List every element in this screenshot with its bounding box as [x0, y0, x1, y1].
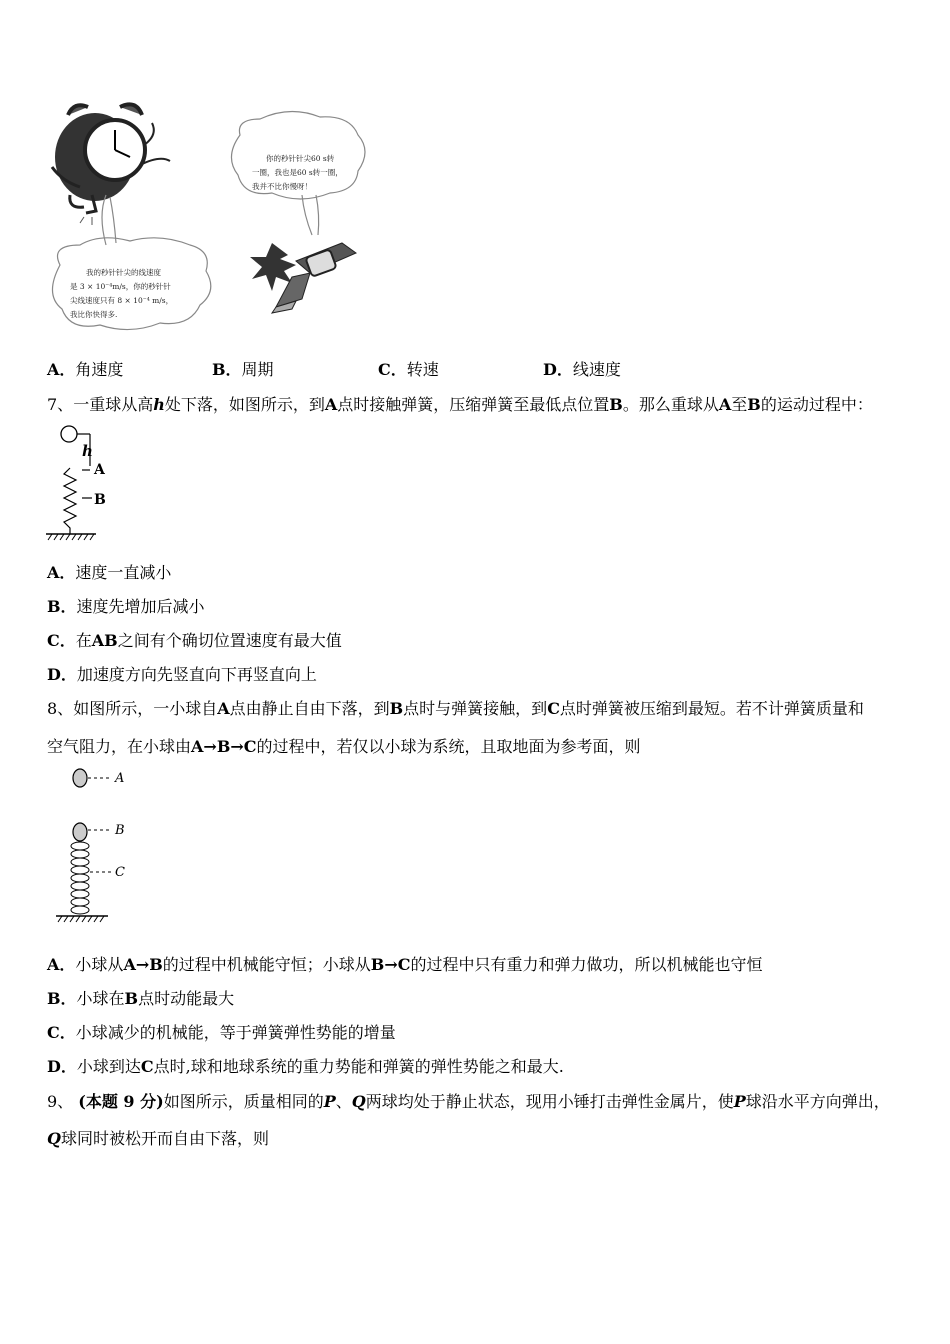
- q8-point-b: B: [389, 699, 404, 718]
- q6-option-a-text: 角速度: [75, 360, 124, 379]
- wristwatch-icon: [250, 243, 356, 313]
- q7-number: 7、: [47, 395, 74, 414]
- q8-option-c-text: 小球减少的机械能，等于弹簧弹性势能的增量: [75, 1023, 396, 1042]
- q9-var-q: Q: [351, 1092, 366, 1111]
- clock-bubble-line-3: 尖线速度只有 8 × 10⁻⁴ m/s，: [70, 296, 174, 305]
- q8-option-a-path: B→C: [370, 955, 411, 974]
- q6-option-b[interactable]: [212, 360, 274, 380]
- q8-label-b: B: [115, 823, 125, 838]
- q8-stem-part: 点时与弹簧接触，到: [403, 699, 548, 718]
- q7-option-c[interactable]: [47, 631, 342, 651]
- q7-spring: [64, 468, 76, 534]
- q8-stem-part: 空气阻力，在小球由: [47, 737, 192, 756]
- watch-bubble-line-1: 你的秒针针尖60 s转: [266, 154, 335, 163]
- q7-point-b: B: [747, 395, 761, 414]
- clock-bubble-line-1: 我的秒针针尖的线速度: [86, 268, 161, 277]
- q9-number: 9、: [47, 1092, 74, 1111]
- q8-label-c: C: [115, 865, 125, 880]
- q8-number: 8、: [47, 699, 74, 718]
- q7-var-h: h: [153, 395, 165, 414]
- q7-label-h: h: [82, 442, 93, 460]
- q8-option-d-letter: D．: [47, 1057, 77, 1076]
- q6-option-d-text: 线速度: [572, 360, 621, 379]
- q9-stem-part: 球沿水平方向弹出，: [745, 1092, 890, 1111]
- watch-bubble-line-3: 我并不比你慢呀！: [252, 182, 312, 191]
- q9-var-p: P: [733, 1092, 746, 1111]
- q8-option-c-letter: C．: [47, 1023, 76, 1042]
- q8-option-d-text: 小球到达: [76, 1057, 141, 1076]
- q8-point-a: A: [217, 699, 230, 718]
- q7-stem-part: 至: [731, 395, 748, 414]
- q7-option-c-ab: AB: [91, 631, 118, 650]
- q8-spring: [71, 842, 89, 914]
- q8-option-d[interactable]: [47, 1057, 564, 1077]
- q7-option-c-text: 在: [75, 631, 92, 650]
- q9-stem-part: 、: [335, 1092, 352, 1111]
- clock-bubble-line-4: 我比你快得多.: [70, 310, 118, 319]
- q8-option-b-letter: B．: [47, 989, 77, 1008]
- q7-stem-part: 点时接触弹簧，压缩弹簧至最低点位置: [337, 395, 610, 414]
- q8-option-a-text: 的过程中机械能守恒；小球从: [162, 955, 371, 974]
- q7-option-d[interactable]: [47, 665, 317, 685]
- q7-point-b: B: [609, 395, 623, 414]
- q7-label-a: A: [94, 462, 105, 478]
- q7-stem-part: 的运动过程中：: [760, 395, 873, 414]
- q8-label-a: A: [115, 771, 125, 786]
- q8-stem-part: 如图所示，一小球自: [73, 699, 218, 718]
- q8-option-b-text: 小球在: [76, 989, 125, 1008]
- q7-stem-part: 处下落，如图所示，到: [164, 395, 325, 414]
- q8-ball-a: [73, 769, 87, 787]
- q9-stem-line-2: [47, 1129, 269, 1149]
- q7-stem: [47, 395, 873, 415]
- q9-stem-part: 两球均处于静止状态，现用小锤打击弹性金属片，使: [365, 1092, 734, 1111]
- q9-var-q: Q: [47, 1129, 61, 1148]
- q7-label-b: B: [94, 492, 106, 508]
- q8-option-a-text: 小球从: [75, 955, 124, 974]
- q6-option-c-letter: C．: [378, 360, 407, 379]
- q9-stem-line-1: [47, 1092, 890, 1112]
- q6-option-d[interactable]: [543, 360, 621, 380]
- q7-point-a: A: [324, 395, 338, 414]
- q8-option-a[interactable]: [47, 955, 762, 975]
- q8-point-c: C: [547, 699, 560, 718]
- clock-bubble-line-2: 是 3 × 10⁻⁴m/s，你的秒针针: [70, 282, 171, 291]
- q8-option-d-text: 点时,球和地球系统的重力势能和弹簧的弹性势能之和最大.: [153, 1057, 564, 1076]
- q7-option-d-text: 加速度方向先竖直向下再竖直向上: [76, 665, 317, 684]
- watch-speech-bubble: [231, 111, 365, 235]
- q9-var-p: P: [323, 1092, 336, 1111]
- q6-option-c-text: 转速: [406, 360, 439, 379]
- q8-option-b-point: B: [124, 989, 139, 1008]
- q7-option-c-text: 之间有个确切位置速度有最大值: [117, 631, 342, 650]
- q7-option-b-letter: B．: [47, 597, 77, 616]
- q8-stem-part: 点由静止自由下落，到: [229, 699, 390, 718]
- q7-stem-part: 。那么重球从: [622, 395, 719, 414]
- watch-bubble-line-2: 一圈，我也是60 s转一圈，: [252, 168, 343, 177]
- alarm-clock-icon: [52, 104, 170, 225]
- q8-option-a-path: A→B: [123, 955, 163, 974]
- q7-stem-part: 一重球从高: [73, 395, 154, 414]
- q8-option-a-text: 的过程中只有重力和弹力做功，所以机械能也守恒: [410, 955, 763, 974]
- q8-stem-part: 点时弹簧被压缩到最短。若不计弹簧质量和: [559, 699, 864, 718]
- q6-option-a-letter: A．: [47, 360, 76, 379]
- q7-ball: [61, 426, 77, 442]
- q6-option-c[interactable]: [378, 360, 439, 380]
- q6-option-b-letter: B．: [212, 360, 242, 379]
- q8-option-b[interactable]: [47, 989, 234, 1009]
- clock-speech-bubble: [52, 195, 210, 330]
- q7-point-a: A: [718, 395, 732, 414]
- q6-option-b-text: 周期: [241, 360, 274, 379]
- clock-watch-figure: [40, 95, 380, 345]
- q8-option-b-text: 点时动能最大: [138, 989, 235, 1008]
- q7-option-d-letter: D．: [47, 665, 77, 684]
- q8-spring-figure: [52, 764, 152, 930]
- q8-stem-line-1: [47, 699, 864, 719]
- q8-path: A→B→C: [191, 737, 257, 756]
- q9-stem-part: 如图所示，质量相同的: [163, 1092, 324, 1111]
- q7-option-a[interactable]: [47, 563, 171, 583]
- q8-stem-part: 的过程中，若仅以小球为系统，且取地面为参考面，则: [256, 737, 641, 756]
- q9-tag: (本题 9 分): [78, 1092, 164, 1111]
- q6-option-d-letter: D．: [543, 360, 573, 379]
- q7-option-b[interactable]: [47, 597, 205, 617]
- q7-option-a-text: 速度一直减小: [75, 563, 172, 582]
- q8-option-a-letter: A．: [47, 955, 76, 974]
- q8-stem-line-2: [47, 737, 641, 757]
- q7-option-c-letter: C．: [47, 631, 76, 650]
- q7-option-a-letter: A．: [47, 563, 76, 582]
- q8-ball-b: [73, 823, 87, 841]
- q8-option-c[interactable]: [47, 1023, 396, 1043]
- q9-stem-part: 球同时被松开而自由下落，则: [60, 1129, 269, 1148]
- q8-option-d-point: C: [140, 1057, 154, 1076]
- q7-spring-figure: [44, 424, 124, 544]
- q6-option-a[interactable]: [47, 360, 123, 380]
- q7-option-b-text: 速度先增加后减小: [76, 597, 205, 616]
